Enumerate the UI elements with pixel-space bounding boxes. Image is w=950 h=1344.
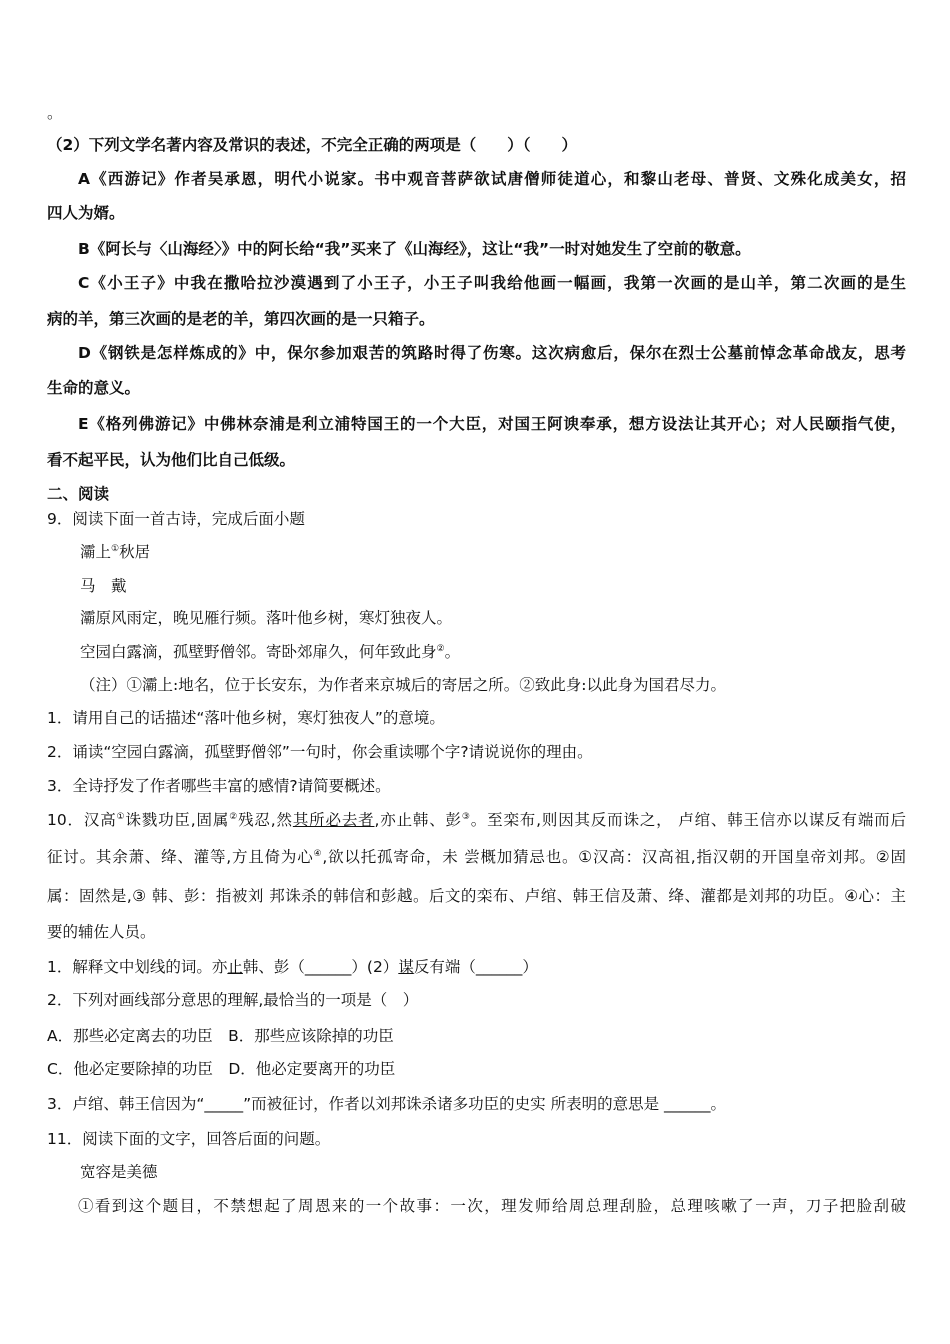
text-segment: 残忍,然	[238, 811, 293, 829]
text-segment: 11．阅读下面的文字，回答后面的问题。	[47, 1130, 331, 1148]
text-line	[47, 450, 295, 470]
text-segment: A．那些必定离去的功臣 B．那些应该除掉的功臣	[47, 1027, 394, 1045]
text-line	[47, 1094, 726, 1114]
text-line	[78, 273, 906, 293]
text-line	[80, 675, 726, 695]
footnote-marker: ②	[436, 643, 445, 654]
text-segment: 韩、彭（______）(2）	[242, 958, 399, 976]
text-line	[47, 810, 906, 830]
text-line	[47, 886, 906, 906]
text-line	[47, 990, 418, 1010]
text-segment: B《阿长与〈山海经〉》中的阿长给“我”买来了《山海经》，这让“我”一时对她发生了空前的敬意。	[78, 240, 751, 258]
text-line	[47, 847, 906, 867]
text-segment: 2．诵读“空园白露滴，孤壁野僧邻”一句时，你会重读哪个字?请说说你的理由。	[47, 743, 593, 761]
footnote-marker: ④	[313, 848, 323, 859]
text-line	[47, 309, 435, 329]
text-line	[80, 1162, 158, 1182]
text-line	[47, 1026, 394, 1046]
text-line	[78, 239, 751, 259]
underlined-text: 谋	[398, 958, 414, 976]
footnote-marker: ②	[229, 811, 239, 822]
text-segment: ①看到这个题目，不禁想起了周恩来的一个故事：一次，理发师给周总理刮脸，总理咳嗽了一声，刀子把脸刮破	[78, 1197, 906, 1215]
text-segment: 1．解释文中划线的词。亦	[47, 958, 228, 976]
text-segment: 属：固然是,③ 韩、彭：指被刘 邦诛杀的韩信和彭越。后文的栾布、卢绾、韩王信及萧、绛、灌都是刘邦的功臣。④心：主	[47, 887, 906, 905]
text-line	[80, 608, 452, 628]
text-segment: 二、阅读	[47, 485, 110, 503]
text-segment: 病的羊，第三次画的是老的羊，第四次画的是一只箱子。	[47, 310, 435, 328]
text-line	[47, 1059, 395, 1079]
text-line	[80, 542, 150, 562]
footnote-marker: ③	[461, 811, 471, 822]
text-line	[47, 776, 391, 796]
text-segment: C．他必定要除掉的功臣 D．他必定要离开的功臣	[47, 1060, 396, 1078]
text-line	[47, 103, 63, 123]
text-line	[78, 169, 906, 189]
text-line	[78, 414, 906, 434]
text-segment: 秋居	[119, 543, 151, 561]
text-segment: 诛戮功臣,固属	[125, 811, 230, 829]
text-line	[47, 135, 577, 155]
text-segment: 3．全诗抒发了作者哪些丰富的感情?请简要概述。	[47, 777, 391, 795]
text-segment: D《钢铁是怎样炼成的》中，保尔参加艰苦的筑路时得了伤寒。这次病愈后，保尔在烈士公墓前悼念革命战友，思考	[78, 344, 906, 362]
text-segment: 四人为婿。	[47, 204, 125, 222]
text-segment: 反有端（______）	[413, 958, 538, 976]
underlined-text: 止	[227, 958, 243, 976]
text-segment: （注）①灞上:地名，位于长安东，为作者来京城后的寄居之所。②致此身:以此身为国君尽力。	[80, 676, 726, 694]
text-line	[78, 1196, 906, 1216]
text-line	[47, 957, 538, 977]
text-line	[47, 742, 593, 762]
text-segment: 宽容是美德	[80, 1163, 158, 1181]
text-segment: 2．下列对画线部分意思的理解,最恰当的一项是（ ）	[47, 991, 419, 1009]
text-line	[47, 203, 125, 223]
text-segment: 征讨。其余萧、绛、灌等,方且倚为心	[47, 848, 314, 866]
text-line	[47, 708, 445, 728]
text-line	[80, 642, 460, 662]
text-line	[78, 343, 906, 363]
text-segment: ,亦止韩、彭	[374, 811, 462, 829]
text-segment: 。	[47, 104, 63, 122]
text-segment: 要的辅佐人员。	[47, 923, 156, 941]
text-segment: 。至栾布,则因其反而诛之， 卢绾、韩王信亦以谋反有端而后	[470, 811, 906, 829]
text-line	[47, 484, 109, 504]
text-line	[47, 378, 140, 398]
text-line	[47, 1129, 330, 1149]
text-segment: 看不起平民，认为他们比自己低级。	[47, 451, 296, 469]
text-segment: E《格列佛游记》中佛林奈浦是利立浦特国王的一个大臣，对国王阿谀奉承，想方设法让其开心；对人民颐指气使，	[78, 415, 906, 433]
text-line	[47, 509, 305, 529]
footnote-marker: ①	[116, 811, 126, 822]
text-segment: 。	[444, 643, 461, 661]
text-segment: 灞上	[80, 543, 112, 561]
text-segment: A《西游记》作者吴承恩，明代小说家。书中观音菩萨欲试唐僧师徒道心，和黎山老母、普贤、文殊化成美女，招	[78, 170, 906, 188]
text-segment: 1．请用自己的话描述“落叶他乡树，寒灯独夜人”的意境。	[47, 709, 445, 727]
text-line	[47, 922, 156, 942]
text-segment: 10．汉高	[47, 811, 117, 829]
text-segment: 3．卢绾、韩王信因为“_____”而被征讨，作者以刘邦诛杀诸多功臣的史实 所表明的意思是 ______。	[47, 1095, 727, 1113]
text-segment: 空园白露滴，孤壁野僧邻。寄卧郊扉久，何年致此身	[80, 643, 437, 661]
text-segment: 马 戴	[80, 577, 127, 595]
text-segment: 9．阅读下面一首古诗，完成后面小题	[47, 510, 305, 528]
text-segment: ,欲以托孤寄命，未 尝概加猜忌也。①汉高：汉高祖,指汉朝的开国皇帝刘邦。②固	[322, 848, 906, 866]
text-segment: （2）下列文学名著内容及常识的表述，不完全正确的两项是（ ）（ ）	[47, 136, 578, 154]
text-segment: 生命的意义。	[47, 379, 141, 397]
text-segment: C《小王子》中我在撒哈拉沙漠遇到了小王子，小王子叫我给他画一幅画，我第一次画的是山羊，第二次画的是生	[78, 274, 906, 292]
text-segment: 灞原风雨定，晚见雁行频。落叶他乡树，寒灯独夜人。	[80, 609, 453, 627]
underlined-text: 其所必去者	[292, 811, 375, 829]
text-line	[80, 576, 127, 596]
footnote-marker: ①	[111, 543, 120, 554]
